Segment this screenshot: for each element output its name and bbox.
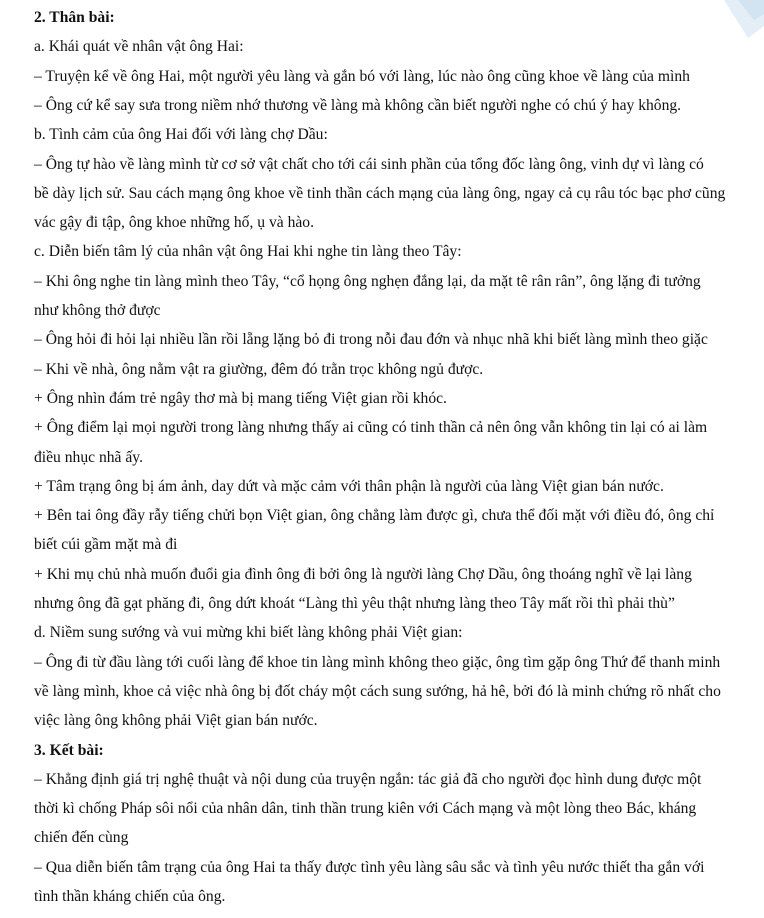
text-line: tình thần kháng chiến của ông. [34,888,226,905]
text-line: điều nhục nhã ấy. [34,448,143,466]
text-line: d. Niềm sung sướng và vui mừng khi biết làng không phải Việt gian: [34,624,463,642]
text-line: vác gậy đi tập, ông khoe những hố, ụ và hào. [34,214,314,232]
text-line: như không thở được [34,302,161,319]
corner-decoration [704,0,764,40]
text-line: biết cúi gầm mặt mà đi [34,536,178,554]
text-line: nhưng ông đã gạt phăng đi, ông dứt khoát “Làng thì yêu thật nhưng làng theo Tây mất rồi thì phải thù” [34,595,675,612]
text-line: + Tâm trạng ông bị ám ảnh, day dứt và mặc cảm với thân phận là người của làng Việt gian bán nước. [34,477,664,495]
text-line: – Truyện kể về ông Hai, một người yêu làng và gắn bó với làng, lúc nào ông cũng khoe về làng của mình [34,67,690,85]
section-heading: 3. Kết bài: [34,741,104,759]
text-line: về làng mình, khoe cả việc nhà ông bị đốt cháy một cách sung sướng, hả hê, bởi đó là minh chứng rõ nhất cho [34,682,721,700]
text-line: a. Khái quát về nhân vật ông Hai: [34,38,244,56]
text-line: – Ông cứ kể say sưa trong niềm nhớ thương về làng mà không cần biết người nghe có chú ý hay không. [34,96,682,114]
text-line: – Khi ông nghe tin làng mình theo Tây, “cổ họng ông nghẹn đắng lại, da mặt tê rân rân”, ông lặng đi tưởng [34,272,701,290]
text-line: + Ông điểm lại mọi người trong làng nhưng thấy ai cũng có tinh thần cả nên ông vẫn không tin lại có ai làm [34,419,708,437]
text-line: thời kì chống Pháp sôi nổi của nhân dân, tinh thần trung kiên với Cách mạng và một lòng theo Bác, kháng [34,800,697,818]
text-line: + Bên tai ông đầy rẫy tiếng chửi bọn Việt gian, ông chẳng làm được gì, chưa thể đối mặt với điều đó, ông chỉ [34,507,715,525]
text-line: bề dày lịch sử. Sau cách mạng ông khoe về tinh thần cách mạng của làng ông, ngay cả cụ râu tóc bạc phơ cũng [34,184,726,202]
text-line: c. Diễn biến tâm lý của nhân vật ông Hai khi nghe tin làng theo Tây: [34,243,462,261]
text-line: b. Tình cảm của ông Hai đối với làng chợ Dầu: [34,126,328,144]
text-line: – Khẳng định giá trị nghệ thuật và nội dung của truyện ngắn: tác giả đã cho người đọc hình dung được một [34,770,702,788]
text-line: + Khi mụ chủ nhà muốn đuổi gia đình ông đi bởi ông là người làng Chợ Dầu, ông thoáng nghĩ về lại làng [34,565,692,583]
text-line: – Khi về nhà, ông nằm vật ra giường, đêm đó trằn trọc không ngủ được. [34,360,484,378]
text-line: việc làng ông không phải Việt gian bán nước. [34,712,318,730]
text-line: – Ông tự hào về làng mình từ cơ sở vật chất cho tới cái sinh phần của tổng đốc làng ông, vinh dự vì làng có [34,155,704,173]
text-line: chiến đến cùng [34,829,129,847]
section-heading: 2. Thân bài: [34,9,115,26]
text-line: – Ông đi từ đầu làng tới cuối làng để khoe tin làng mình không theo giặc, ông tìm gặp ông Thứ để thanh minh [34,653,721,671]
text-line: + Ông nhìn đám trẻ ngây thơ mà bị mang tiếng Việt gian rồi khóc. [34,389,447,407]
text-line: – Qua diễn biến tâm trạng của ông Hai ta thấy được tình yêu làng sâu sắc và tình yêu nước thiết tha gắn với [34,858,705,876]
text-line: – Ông hỏi đi hỏi lại nhiều lần rồi lẵng lặng bỏ đi trong nỗi đau đớn và nhục nhã khi biết làng mình theo giặc [34,331,708,349]
